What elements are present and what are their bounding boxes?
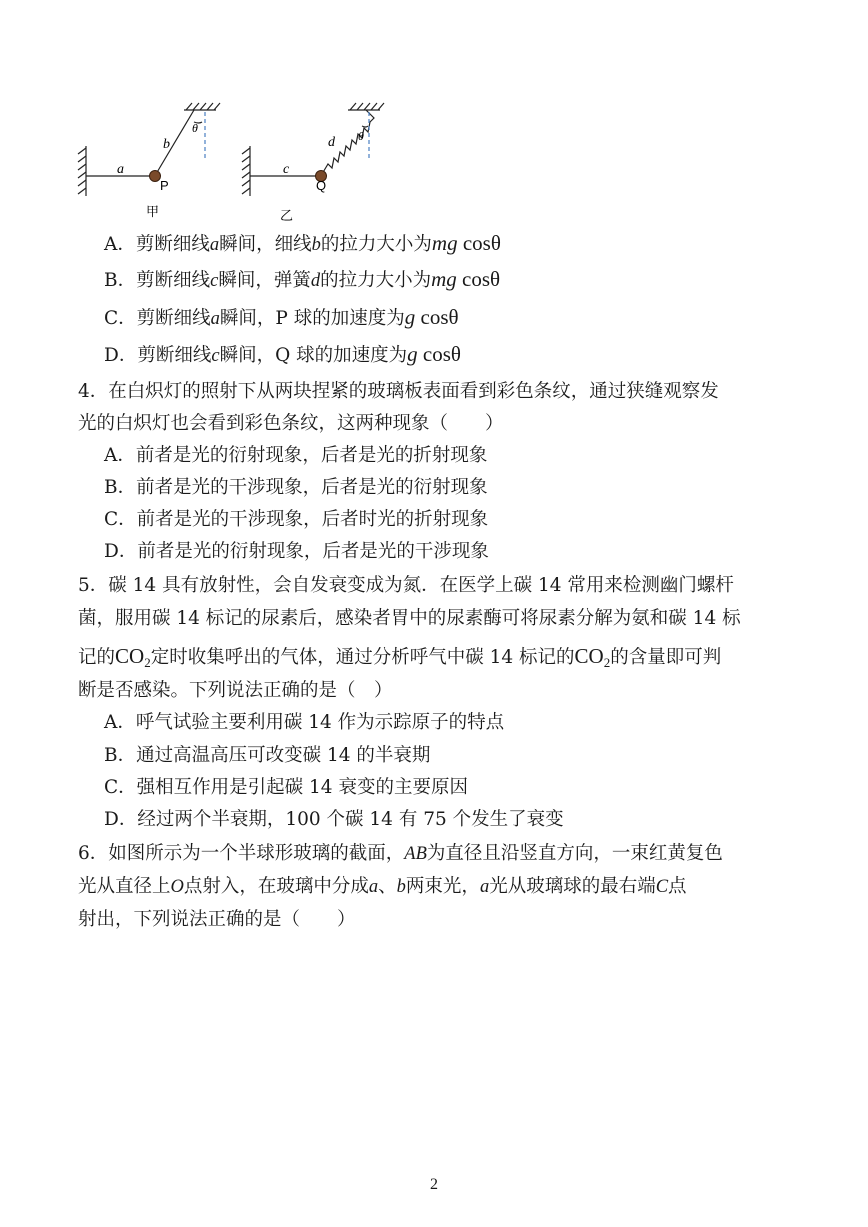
ball-p bbox=[150, 171, 161, 182]
co2-formula: $CO_2$ bbox=[574, 644, 611, 670]
q5-stem-line3: 记的$CO_2$定时收集呼出的气体，通过分析呼气中碳 14 标记的$CO_2$的含量即可判 bbox=[78, 644, 722, 670]
q6-stem-line1: 6．如图所示为一个半球形玻璃的截面，AB为直径且沿竖直方向，一束红黄复色 bbox=[78, 843, 723, 864]
q5-stem-line2: 菌，服用碳 14 标记的尿素后，感染者胃中的尿素酶可将尿素分解为氨和碳 14 标 bbox=[78, 608, 741, 629]
q3-option-a: A．剪断细线a瞬间，细线b的拉力大小为mg cosθ bbox=[104, 231, 501, 255]
page-number: 2 bbox=[430, 1176, 438, 1193]
q3-option-c: C．剪断细线a瞬间，P 球的加速度为g cosθ bbox=[104, 305, 459, 329]
q4-option-b: B．前者是光的干涉现象，后者是光的衍射现象 bbox=[104, 477, 488, 498]
label-q: Q bbox=[316, 178, 327, 193]
pendulum-figure bbox=[66, 98, 426, 228]
label-a: a bbox=[117, 162, 124, 177]
label-theta-2: θ bbox=[358, 129, 364, 143]
q4-stem-line2: 光的白炽灯也会看到彩色条纹，这两种现象（ ） bbox=[78, 413, 504, 434]
wall-hatch bbox=[78, 148, 86, 194]
label-theta: θ bbox=[192, 121, 198, 135]
ceiling-hatch bbox=[186, 103, 220, 110]
formula: g cosθ bbox=[404, 305, 459, 329]
caption-yi: 乙 bbox=[280, 209, 294, 224]
label-p: P bbox=[160, 178, 169, 193]
q5-stem-line4: 断是否感染。下列说法正确的是（ ） bbox=[78, 680, 393, 701]
q3-option-b: B．剪断细线c瞬间，弹簧d的拉力大小为mg cosθ bbox=[104, 267, 501, 291]
co2-formula: $CO_2$ bbox=[115, 644, 151, 670]
q4-option-a: A．前者是光的衍射现象，后者是光的折射现象 bbox=[104, 445, 488, 466]
label-d: d bbox=[328, 135, 335, 150]
figure-jia bbox=[78, 103, 220, 196]
figure-yi bbox=[242, 103, 384, 196]
wall-hatch-2 bbox=[242, 148, 250, 194]
formula: g cosθ bbox=[407, 342, 461, 366]
label-c: c bbox=[283, 162, 290, 177]
angle-arc-2 bbox=[362, 126, 368, 127]
q5-option-b: B．通过高温高压可改变碳 14 的半衰期 bbox=[104, 745, 431, 766]
ceiling-hatch-2 bbox=[350, 103, 384, 110]
q6-stem-line3: 射出，下列说法正确的是（ ） bbox=[78, 909, 356, 930]
q4-stem-line1: 4．在白炽灯的照射下从两块捏紧的玻璃板表面看到彩色条纹，通过狭缝观察发 bbox=[78, 381, 719, 402]
formula: mg cosθ bbox=[431, 231, 501, 255]
label-b: b bbox=[163, 137, 170, 152]
q5-option-d: D．经过两个半衰期，100 个碳 14 有 75 个发生了衰变 bbox=[104, 809, 564, 830]
q6-stem-line2: 光从直径上O点射入，在玻璃中分成a、b两束光，a光从玻璃球的最右端C点 bbox=[78, 876, 687, 897]
formula: mg cosθ bbox=[431, 267, 501, 291]
q4-option-c: C．前者是光的干涉现象，后者时光的折射现象 bbox=[104, 509, 489, 530]
q5-stem-line1: 5．碳 14 具有放射性，会自发衰变成为氮．在医学上碳 14 常用来检测幽门螺杆 bbox=[78, 575, 734, 596]
caption-jia: 甲 bbox=[146, 205, 160, 220]
q4-option-d: D．前者是光的衍射现象，后者是光的干涉现象 bbox=[104, 541, 489, 562]
q3-option-d: D．剪断细线c瞬间，Q 球的加速度为g cosθ bbox=[104, 342, 461, 366]
q5-option-c: C．强相互作用是引起碳 14 衰变的主要原因 bbox=[104, 777, 468, 798]
q5-option-a: A．呼气试验主要利用碳 14 作为示踪原子的特点 bbox=[104, 712, 505, 733]
string-b bbox=[156, 110, 194, 174]
